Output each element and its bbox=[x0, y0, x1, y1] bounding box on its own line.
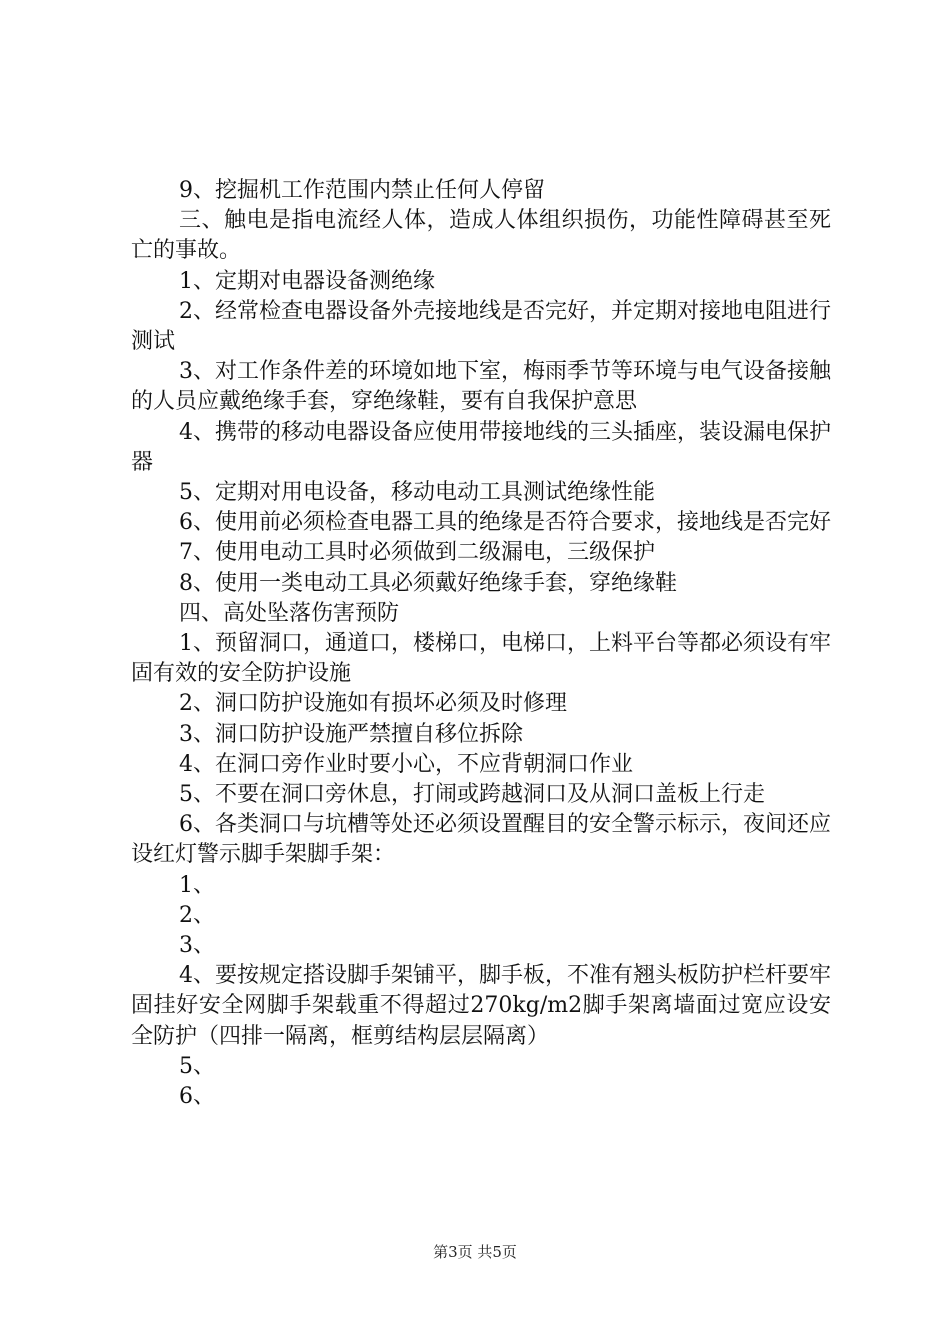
paragraph: 4、携带的移动电器设备应使用带接地线的三头插座，装设漏电保护器 bbox=[131, 419, 831, 475]
paragraph: 1、预留洞口，通道口，楼梯口，电梯口，上料平台等都必须设有牢固有效的安全防护设施 bbox=[131, 631, 831, 687]
paragraph: 2、经常检查电器设备外壳接地线是否完好，并定期对接地电阻进行测试 bbox=[131, 298, 831, 355]
paragraph: 7、使用电动工具时必须做到二级漏电，三级保护 bbox=[179, 540, 655, 566]
paragraph: 4、在洞口旁作业时要小心，不应背朝洞口作业 bbox=[179, 751, 633, 777]
section-heading: 四、高处坠落伤害预防 bbox=[179, 600, 400, 626]
paragraph: 9、挖掘机工作范围内禁止任何人停留 bbox=[179, 178, 545, 203]
paragraph: 1、 bbox=[179, 872, 215, 898]
paragraph: 4、要按规定搭设脚手架铺平，脚手板，不准有翘头板防护栏杆要牢固挂好安全网脚手架载重不得超过270kg/m2脚手架离墙面过宽应设安全防护（四排一隔离，框剪结构层层隔离） bbox=[131, 963, 831, 1049]
paragraph: 3、洞口防护设施严禁擅自移位拆除 bbox=[179, 721, 523, 747]
paragraph: 三、触电是指电流经人体，造成人体组织损伤，功能性障碍甚至死亡的事故。 bbox=[131, 208, 831, 264]
paragraph: 6、 bbox=[179, 1084, 215, 1110]
paragraph: 3、对工作条件差的环境如地下室，梅雨季节等环境与电气设备接触的人员应戴绝缘手套，穿绝缘鞋，要有自我保护意思 bbox=[131, 359, 831, 415]
document-body bbox=[131, 176, 831, 1112]
paragraph: 2、洞口防护设施如有损坏必须及时修理 bbox=[179, 691, 567, 717]
page-footer: 第3页 共5页 bbox=[433, 1243, 517, 1261]
paragraph: 5、定期对用电设备，移动电动工具测试绝缘性能 bbox=[179, 480, 655, 506]
paragraph: 2、 bbox=[179, 902, 215, 928]
paragraph: 3、 bbox=[179, 933, 215, 959]
paragraph: 1、定期对电器设备测绝缘 bbox=[179, 268, 435, 294]
paragraph: 5、不要在洞口旁休息，打闹或跨越洞口及从洞口盖板上行走 bbox=[179, 782, 765, 808]
paragraph: 6、各类洞口与坑槽等处还必须设置醒目的安全警示标示，夜间还应设红灯警示脚手架脚手架： bbox=[131, 812, 831, 868]
paragraph: 5、 bbox=[179, 1053, 215, 1079]
paragraph: 6、使用前必须检查电器工具的绝缘是否符合要求，接地线是否完好 bbox=[179, 510, 831, 536]
paragraph: 8、使用一类电动工具必须戴好绝缘手套，穿绝缘鞋 bbox=[179, 570, 677, 596]
